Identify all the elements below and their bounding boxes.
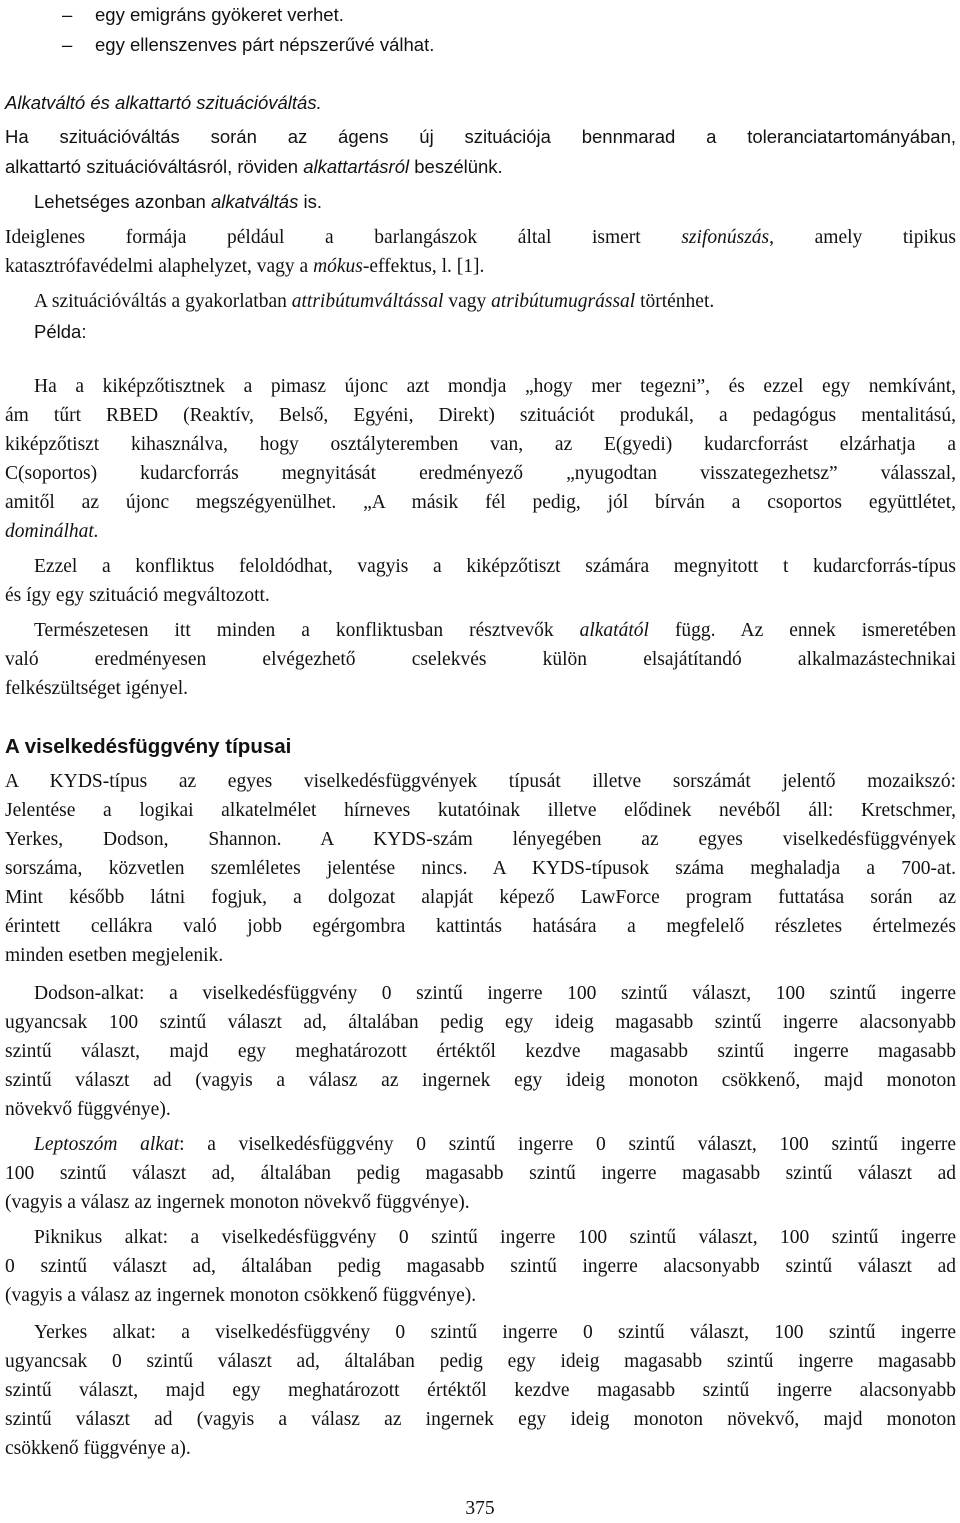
subheading: Alkatváltó és alkattartó szituációváltás.: [5, 92, 322, 113]
example-line: ám tűrt RBED (Reaktív, Belső, Egyéni, Direkt) szituációt produkál, a pedagógus mentalitású,: [5, 405, 956, 426]
dodson-line: növekvő függvénye).: [5, 1099, 171, 1120]
page-number: 375: [465, 1498, 495, 1519]
dodson-line: Dodson-alkat: a viselkedésfüggvény 0 szintű ingerre 100 szintű választ, 100 szintű ingerre: [34, 983, 956, 1004]
example-line: amitől az újonc megszégyenülhet. „A másik fél pedig, jól bírván a csoportos együttlétet,: [5, 492, 956, 513]
paragraph-line: alkattartó szituációváltásról, röviden alkattartásról beszélünk.: [5, 156, 503, 177]
bullet-marker: –: [62, 34, 73, 55]
paragraph-line: való eredményesen elvégezhető cselekvés külön elsajátítandó alkalmazástechnikai: [5, 649, 956, 670]
lepto-line: Leptoszóm alkat: a viselkedésfüggvény 0 szintű ingerre 0 szintű választ, 100 szintű ingerre: [34, 1134, 957, 1155]
paragraph-line: A szituációváltás a gyakorlatban attribútumváltással vagy atribútumugrással történhet.: [34, 291, 715, 312]
paragraph-line: A KYDS-típus az egyes viselkedésfüggvények típusát illetve sorszámát jelentő mozaikszó:: [5, 771, 956, 792]
paragraph-line: és így egy szituáció megváltozott.: [5, 585, 270, 606]
yerkes-line: csökkenő függvénye a).: [5, 1438, 191, 1459]
paragraph-line: sorszáma, közvetlen szemléletes jelentése nincs. A KYDS-típusok száma meghaladja a 700-at.: [5, 858, 956, 879]
paragraph-line: Yerkes, Dodson, Shannon. A KYDS-szám lényegében az egyes viselkedésfüggvények: [5, 829, 956, 850]
yerkes-line: szintű választ ad (vagyis a válasz az ingernek egy ideig monoton növekvő, majd monoton: [5, 1409, 956, 1430]
paragraph-line: felkészültséget igényel.: [5, 678, 189, 699]
dodson-line: szintű választ ad (vagyis a válasz az ingernek egy ideig monoton csökkenő, majd monoton: [5, 1070, 956, 1091]
paragraph-line: katasztrófavédelmi alaphelyzet, vagy a mókus-effektus, l. [1].: [5, 256, 485, 277]
dodson-line: ugyancsak 100 szintű választ ad, általában pedig egy ideig magasabb szintű ingerre alacsonyabb: [5, 1012, 956, 1033]
bullet-item-1: egy emigráns gyökeret verhet.: [95, 4, 344, 25]
example-label: Példa:: [34, 321, 87, 342]
lepto-line: 100 szintű választ ad, általában pedig magasabb szintű ingerre magasabb szintű választ ad: [5, 1163, 956, 1184]
paragraph-line: minden esetben megjelenik.: [5, 945, 224, 966]
paragraph-line: Lehetséges azonban alkatváltás is.: [34, 191, 322, 212]
yerkes-line: ugyancsak 0 szintű választ ad, általában pedig egy ideig magasabb szintű ingerre magasabb: [5, 1351, 956, 1372]
bullet-marker: –: [62, 4, 73, 25]
dodson-line: szintű választ, majd egy meghatározott értéktől kezdve magasabb szintű ingerre magasabb: [5, 1041, 956, 1062]
paragraph-line: Mint később látni fogjuk, a dolgozat alapját képező LawForce program futtatása során az: [5, 887, 956, 908]
piknikus-line: Piknikus alkat: a viselkedésfüggvény 0 szintű ingerre 100 szintű választ, 100 szintű ingerre: [34, 1227, 956, 1248]
piknikus-line: 0 szintű választ ad, általában pedig magasabb szintű ingerre alacsonyabb szintű választ ad: [5, 1256, 956, 1277]
example-line: C(soportos) kudarcforrás megnyitását eredményező „nyugodtan visszategezhetsz” válasszal,: [5, 463, 956, 484]
section-heading: A viselkedésfüggvény típusai: [5, 735, 292, 758]
paragraph-line: érintett cellákra való jobb egérgombra kattintás hatására a megfelelő részletes értelmezés: [5, 916, 956, 937]
paragraph-line: Ha szituációváltás során az ágens új szituációja bennmarad a toleranciatartományában,: [5, 126, 956, 147]
paragraph-line: Természetesen itt minden a konfliktusban résztvevők alkatától függ. Az ennek ismeretében: [34, 620, 956, 641]
example-line: kiképzőtiszt kihasználva, hogy osztályteremben van, az E(gyedi) kudarcforrást elzárhatja a: [5, 434, 956, 455]
paragraph-line: Ideiglenes formája például a barlangászok által ismert szifonúszás, amely tipikus: [5, 227, 956, 248]
paragraph-line: Jelentése a logikai alkatelmélet hírneves kutatóinak illetve elődinek nevéből áll: Kretschmer,: [5, 800, 956, 821]
example-line: Ha a kiképzőtisztnek a pimasz újonc azt mondja „hogy mer tegezni”, és ezzel egy nemkívánt,: [34, 376, 956, 397]
lepto-line: (vagyis a válasz az ingernek monoton növekvő függvénye).: [5, 1192, 470, 1213]
yerkes-line: Yerkes alkat: a viselkedésfüggvény 0 szintű ingerre 0 szintű választ, 100 szintű ingerre: [34, 1322, 956, 1343]
bullet-item-2: egy ellenszenves párt népszerűvé válhat.: [95, 34, 435, 55]
yerkes-line: szintű választ, majd egy meghatározott értéktől kezdve magasabb szintű ingerre alacsonyabb: [5, 1380, 956, 1401]
piknikus-line: (vagyis a válasz az ingernek monoton csökkenő függvénye).: [5, 1285, 477, 1306]
paragraph-line: Ezzel a konfliktus feloldódhat, vagyis a kiképzőtiszt számára megnyitott t kudarcforrás-típus: [34, 556, 956, 577]
example-line: dominálhat.: [5, 521, 99, 542]
